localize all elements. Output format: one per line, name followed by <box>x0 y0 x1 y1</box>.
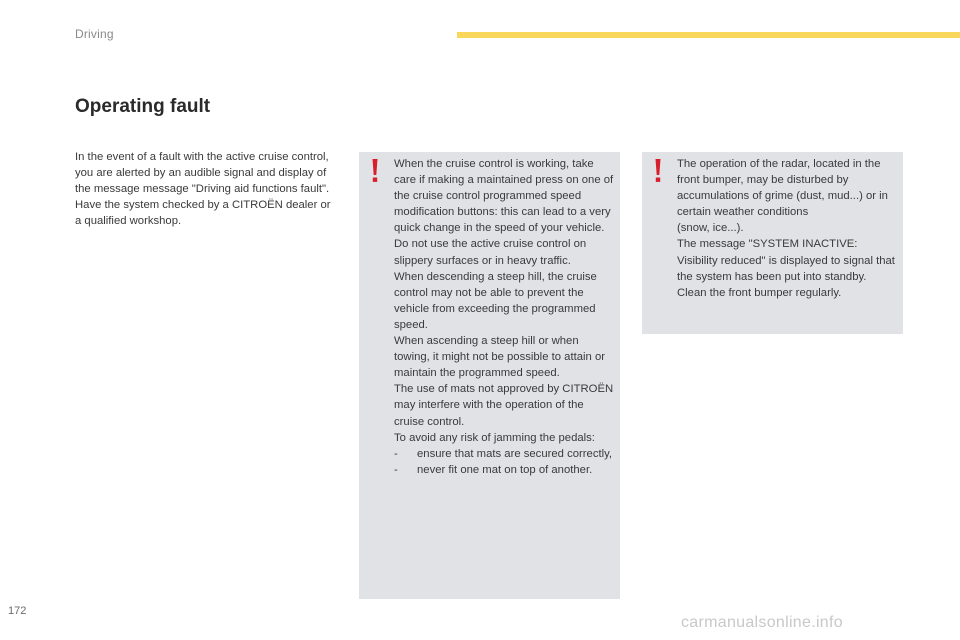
bullet-dash: - <box>394 463 398 476</box>
warning-paragraph: When the cruise control is working, take care if making a maintained press on one of the cruise control programmed speed modification buttons: this can lead to a very quick change in the speed of your vehicle. <box>394 158 614 235</box>
list-item <box>394 446 614 462</box>
warning-paragraph: The message "SYSTEM INACTIVE: Visibility reduced" is displayed to signal that the system has been put into standby. <box>677 238 895 283</box>
warning-paragraph: When ascending a steep hill or when towing, it might not be possible to attain or maintain the programmed speed. <box>394 335 605 380</box>
intro-text <box>75 149 335 229</box>
intro-paragraph: Have the system checked by a CITROËN dealer or a qualified workshop. <box>75 199 331 228</box>
intro-paragraph: In the event of a fault with the active cruise control, you are alerted by an audible signal and display of the message message "Driving aid functions fault". <box>75 151 330 196</box>
pedal-advice-list <box>394 446 614 478</box>
list-item-text: ensure that mats are secured correctly, <box>417 447 613 460</box>
watermark: carmanualsonline.info <box>681 614 843 631</box>
warning-paragraph: To avoid any risk of jamming the pedals: <box>394 431 595 444</box>
warning-paragraph: The use of mats not approved by CITROËN may interfere with the operation of the cruise control. <box>394 383 614 428</box>
header-accent-bar <box>457 32 960 38</box>
section-label: Driving <box>75 27 114 41</box>
list-item <box>394 462 614 478</box>
bullet-dash: - <box>394 447 398 460</box>
warning-paragraph: The operation of the radar, located in the front bumper, may be disturbed by accumulations of grime (dust, mud...) or in certain weather conditions <box>677 158 888 219</box>
warning-paragraph: (snow, ice...). <box>677 222 744 235</box>
exclamation-icon <box>366 158 384 184</box>
page-number: 172 <box>8 605 27 617</box>
warning-paragraph: Do not use the active cruise control on slippery surfaces or in heavy traffic. <box>394 238 587 267</box>
cruise-control-warning-box <box>359 152 620 599</box>
page-title: Operating fault <box>75 96 211 117</box>
list-item-text: never fit one mat on top of another. <box>417 463 593 476</box>
radar-warning-box <box>642 152 903 334</box>
warning-text <box>677 156 897 301</box>
exclamation-icon <box>649 158 667 184</box>
warning-text <box>394 156 614 478</box>
warning-paragraph: Clean the front bumper regularly. <box>677 286 842 299</box>
warning-paragraph: When descending a steep hill, the cruise control may not be able to prevent the vehicle from exceeding the programmed speed. <box>394 270 597 331</box>
